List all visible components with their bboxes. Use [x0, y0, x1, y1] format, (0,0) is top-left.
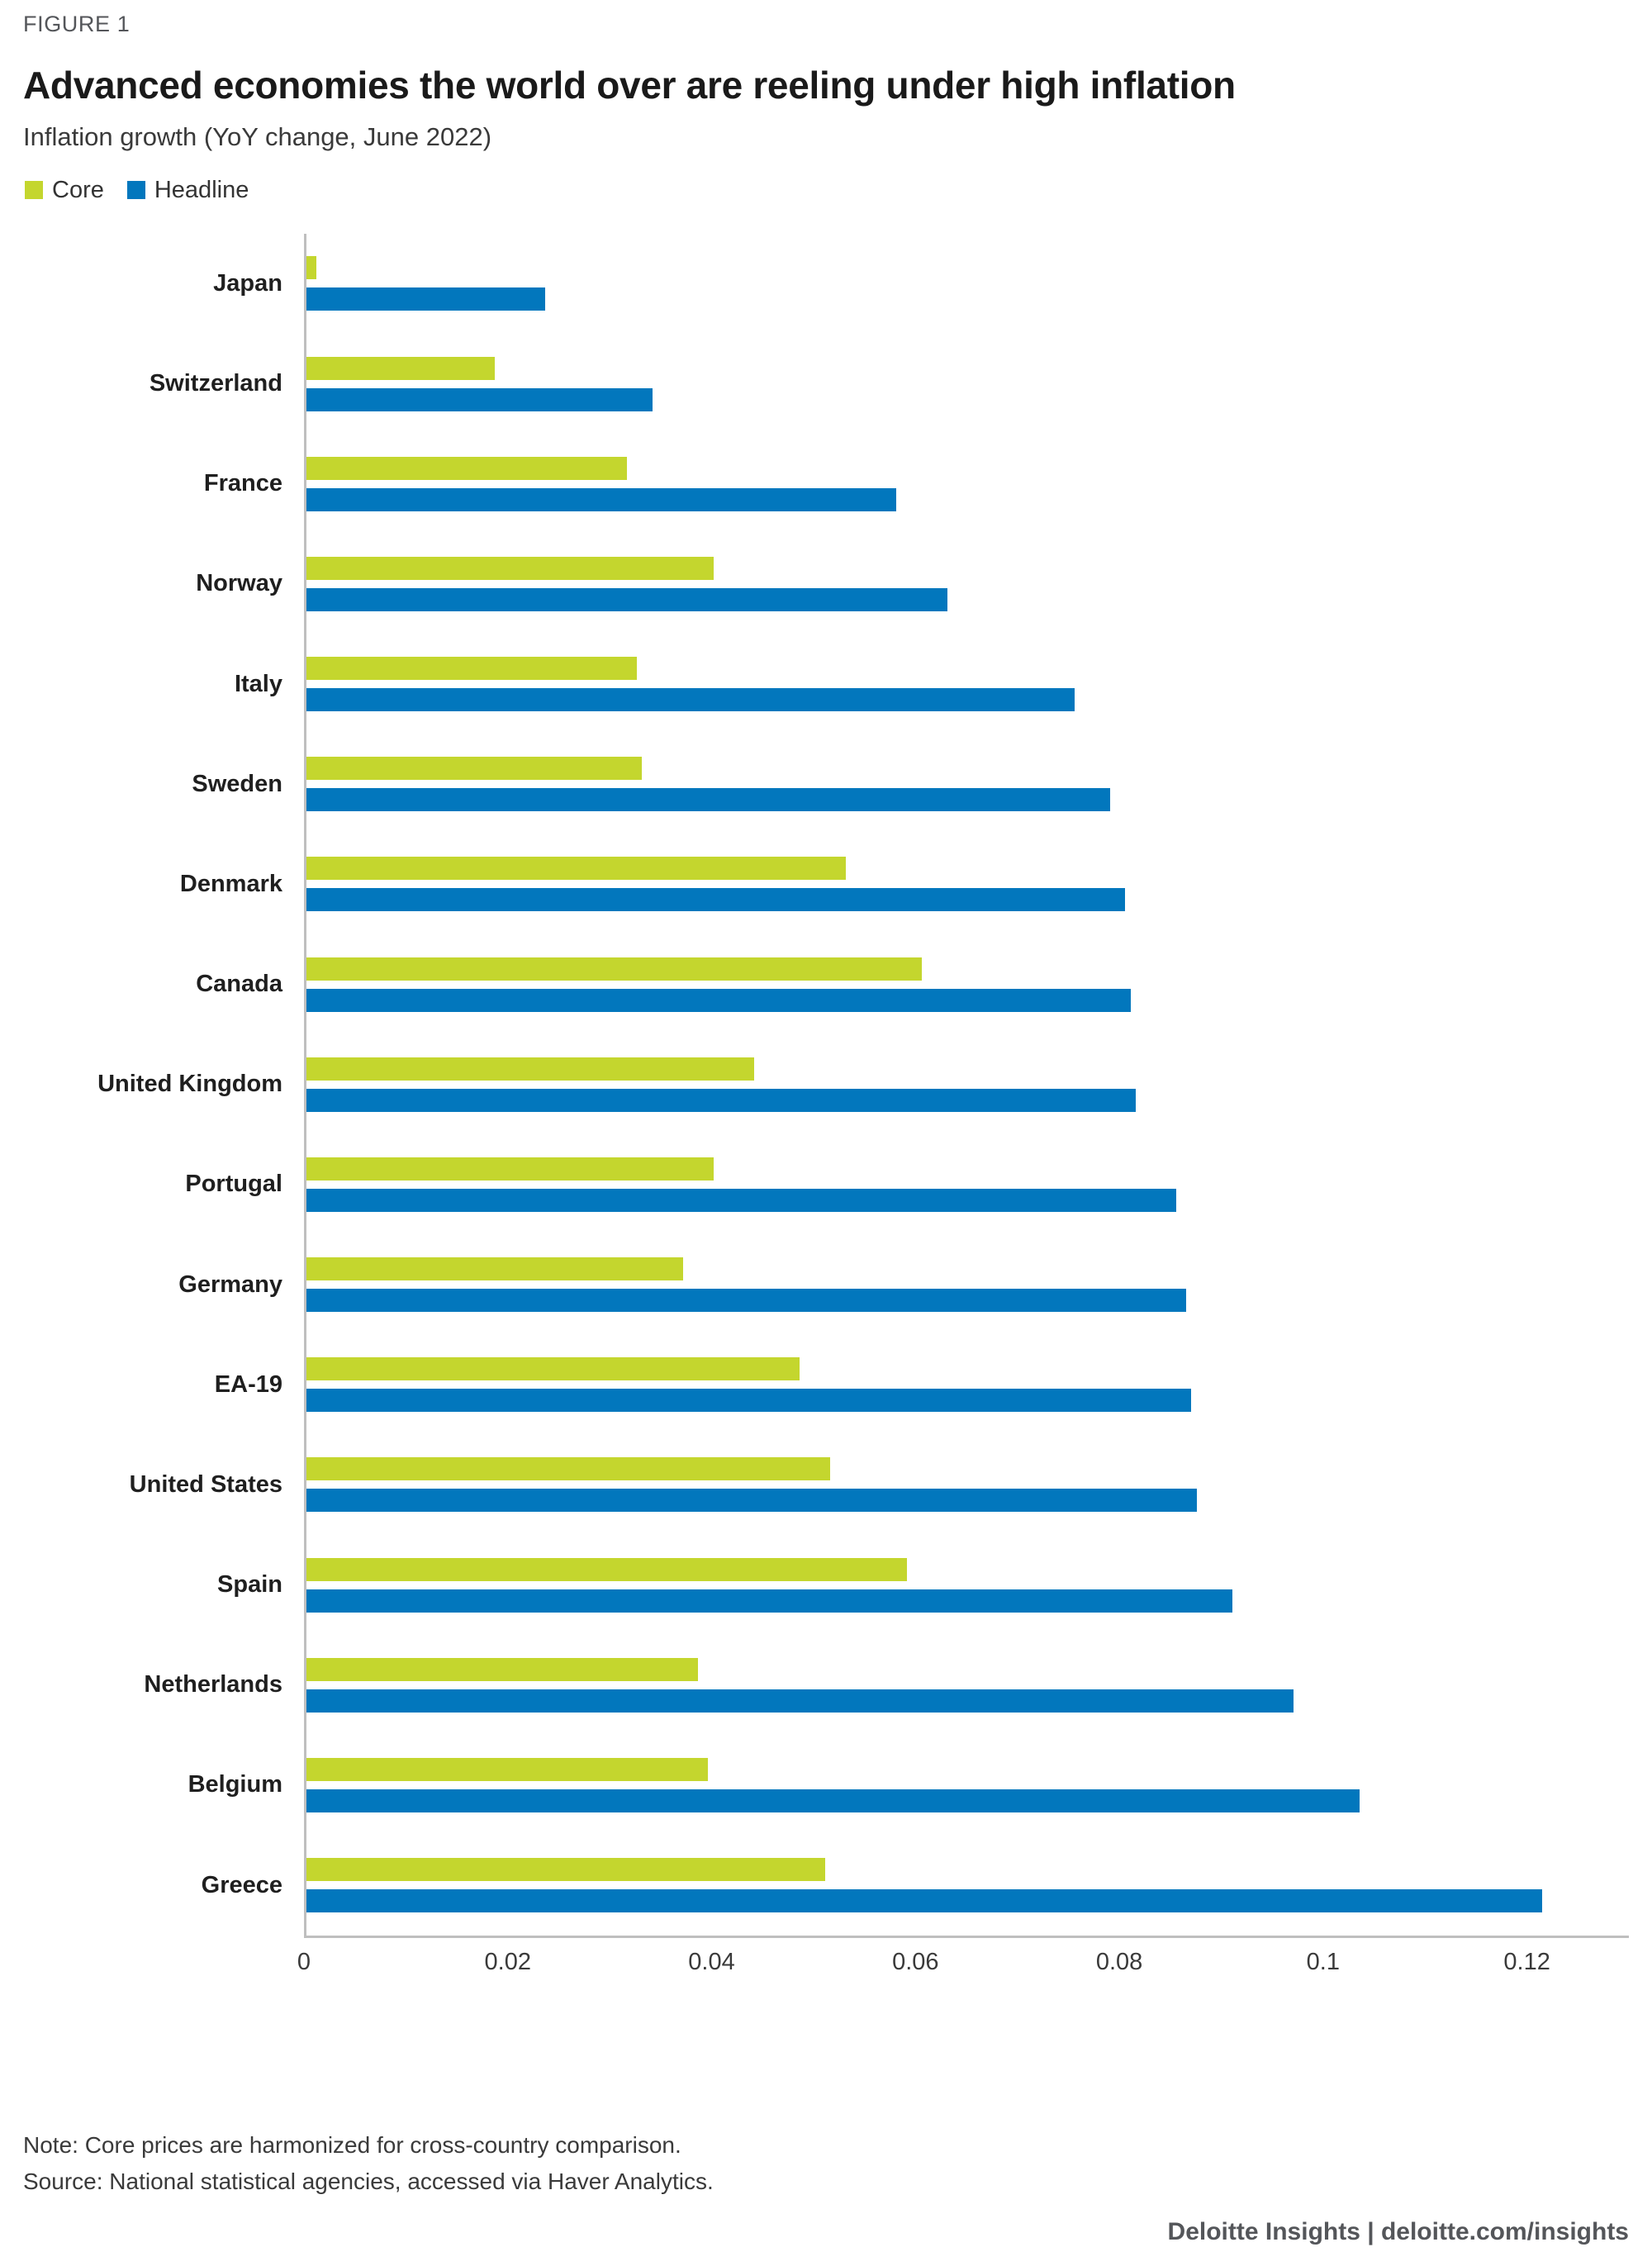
- chart-source: Source: National statistical agencies, accessed via Haver Analytics.: [23, 2169, 714, 2194]
- bar-core[interactable]: [306, 1357, 800, 1380]
- bar-core[interactable]: [306, 757, 642, 780]
- bar-row: [23, 734, 1629, 834]
- bar-headline[interactable]: [306, 788, 1110, 811]
- bar-core[interactable]: [306, 657, 637, 680]
- bar-group: [304, 1134, 1629, 1234]
- chart-plot-area: [23, 234, 1629, 1936]
- bar-rows-container: [23, 234, 1629, 1936]
- bar-headline[interactable]: [306, 588, 947, 611]
- bar-headline[interactable]: [306, 1589, 1232, 1613]
- bar-row: [23, 1735, 1629, 1835]
- bar-row: [23, 634, 1629, 734]
- bar-headline[interactable]: [306, 488, 896, 511]
- bar-headline[interactable]: [306, 888, 1125, 911]
- bar-row: [23, 334, 1629, 434]
- x-axis-tick: 0.12: [1503, 1948, 1550, 1975]
- bar-row: [23, 1635, 1629, 1735]
- legend-label-headline: Headline: [154, 176, 249, 203]
- category-label: Belgium: [188, 1771, 282, 1798]
- category-label: Denmark: [179, 870, 282, 897]
- bar-row: [23, 1335, 1629, 1435]
- bar-core[interactable]: [306, 357, 495, 380]
- x-axis-tick: 0.1: [1306, 1948, 1341, 1975]
- bar-headline[interactable]: [306, 1089, 1136, 1112]
- bar-group: [304, 234, 1629, 334]
- bar-core[interactable]: [306, 1858, 825, 1881]
- figure-footer: [23, 2132, 1629, 2246]
- bar-headline[interactable]: [306, 388, 653, 411]
- legend-swatch-headline: [127, 181, 145, 199]
- category-label: United States: [129, 1470, 282, 1498]
- bar-headline[interactable]: [306, 1889, 1542, 1912]
- bar-core[interactable]: [306, 1558, 907, 1581]
- bar-core[interactable]: [306, 1057, 754, 1081]
- bar-core[interactable]: [306, 1758, 708, 1781]
- bar-core[interactable]: [306, 1157, 714, 1181]
- legend-label-core: Core: [52, 176, 104, 203]
- x-axis-tick: 0.04: [688, 1948, 735, 1975]
- chart-credit: Deloitte Insights | deloitte.com/insights: [1167, 2218, 1629, 2245]
- bar-group: [304, 1735, 1629, 1835]
- category-label: Greece: [201, 1871, 282, 1898]
- bar-row: [23, 1034, 1629, 1134]
- bar-row: [23, 234, 1629, 334]
- bar-core[interactable]: [306, 1257, 683, 1280]
- category-label: United Kingdom: [97, 1071, 282, 1098]
- bar-row: [23, 934, 1629, 1034]
- category-label: France: [203, 470, 282, 497]
- bar-headline[interactable]: [306, 1189, 1176, 1212]
- bar-group: [304, 434, 1629, 534]
- bar-row: [23, 534, 1629, 634]
- bar-row: [23, 1836, 1629, 1936]
- figure-label: FIGURE 1: [23, 12, 131, 36]
- bar-core[interactable]: [306, 256, 316, 279]
- category-label: Portugal: [185, 1171, 282, 1198]
- bar-core[interactable]: [306, 457, 627, 480]
- legend-item-core[interactable]: [25, 177, 104, 204]
- bar-group: [304, 934, 1629, 1034]
- bar-group: [304, 634, 1629, 734]
- x-axis-tick: 0.08: [1095, 1948, 1143, 1975]
- x-axis-tick: 0: [297, 1948, 311, 1975]
- category-label: Netherlands: [144, 1671, 282, 1698]
- x-axis-line: [304, 1936, 1629, 1938]
- bar-group: [304, 334, 1629, 434]
- chart-note: Note: Core prices are harmonized for cross-country comparison.: [23, 2132, 681, 2158]
- bar-headline[interactable]: [306, 1489, 1197, 1512]
- bar-row: [23, 1535, 1629, 1635]
- x-axis-tick: 0.02: [484, 1948, 531, 1975]
- bar-group: [304, 534, 1629, 634]
- bar-core[interactable]: [306, 557, 714, 580]
- category-label: Germany: [178, 1271, 282, 1298]
- bar-group: [304, 1836, 1629, 1936]
- bar-row: [23, 434, 1629, 534]
- bar-headline[interactable]: [306, 688, 1075, 711]
- x-axis: [297, 1936, 1629, 1993]
- bar-core[interactable]: [306, 1658, 698, 1681]
- chart-subtitle: Inflation growth (YoY change, June 2022): [23, 121, 492, 151]
- bar-core[interactable]: [306, 857, 846, 880]
- bar-group: [304, 734, 1629, 834]
- bar-headline[interactable]: [306, 1389, 1191, 1412]
- category-label: Switzerland: [149, 370, 282, 397]
- bar-row: [23, 1435, 1629, 1535]
- bar-headline[interactable]: [306, 1789, 1360, 1812]
- x-axis-tick: 0.06: [892, 1948, 939, 1975]
- category-label: EA-19: [214, 1371, 282, 1398]
- bar-group: [304, 1635, 1629, 1735]
- legend-item-headline[interactable]: [127, 177, 249, 204]
- bar-group: [304, 1435, 1629, 1535]
- bar-core[interactable]: [306, 957, 922, 981]
- category-label: Italy: [234, 670, 282, 697]
- category-label: Japan: [213, 269, 282, 297]
- page-title: Advanced economies the world over are reeling under high inflation: [23, 63, 1236, 107]
- bar-headline[interactable]: [306, 989, 1131, 1012]
- bar-headline[interactable]: [306, 287, 545, 311]
- chart-legend: [23, 177, 1629, 204]
- category-label: Norway: [196, 570, 282, 597]
- bar-group: [304, 1335, 1629, 1435]
- bar-group: [304, 834, 1629, 934]
- bar-headline[interactable]: [306, 1689, 1294, 1713]
- bar-headline[interactable]: [306, 1289, 1186, 1312]
- bar-row: [23, 1134, 1629, 1234]
- bar-group: [304, 1235, 1629, 1335]
- bar-group: [304, 1034, 1629, 1134]
- bar-core[interactable]: [306, 1457, 830, 1480]
- bar-row: [23, 834, 1629, 934]
- category-label: Canada: [196, 971, 282, 998]
- category-label: Spain: [217, 1571, 282, 1599]
- bar-row: [23, 1235, 1629, 1335]
- bar-group: [304, 1535, 1629, 1635]
- legend-swatch-core: [25, 181, 43, 199]
- category-label: Sweden: [192, 770, 282, 797]
